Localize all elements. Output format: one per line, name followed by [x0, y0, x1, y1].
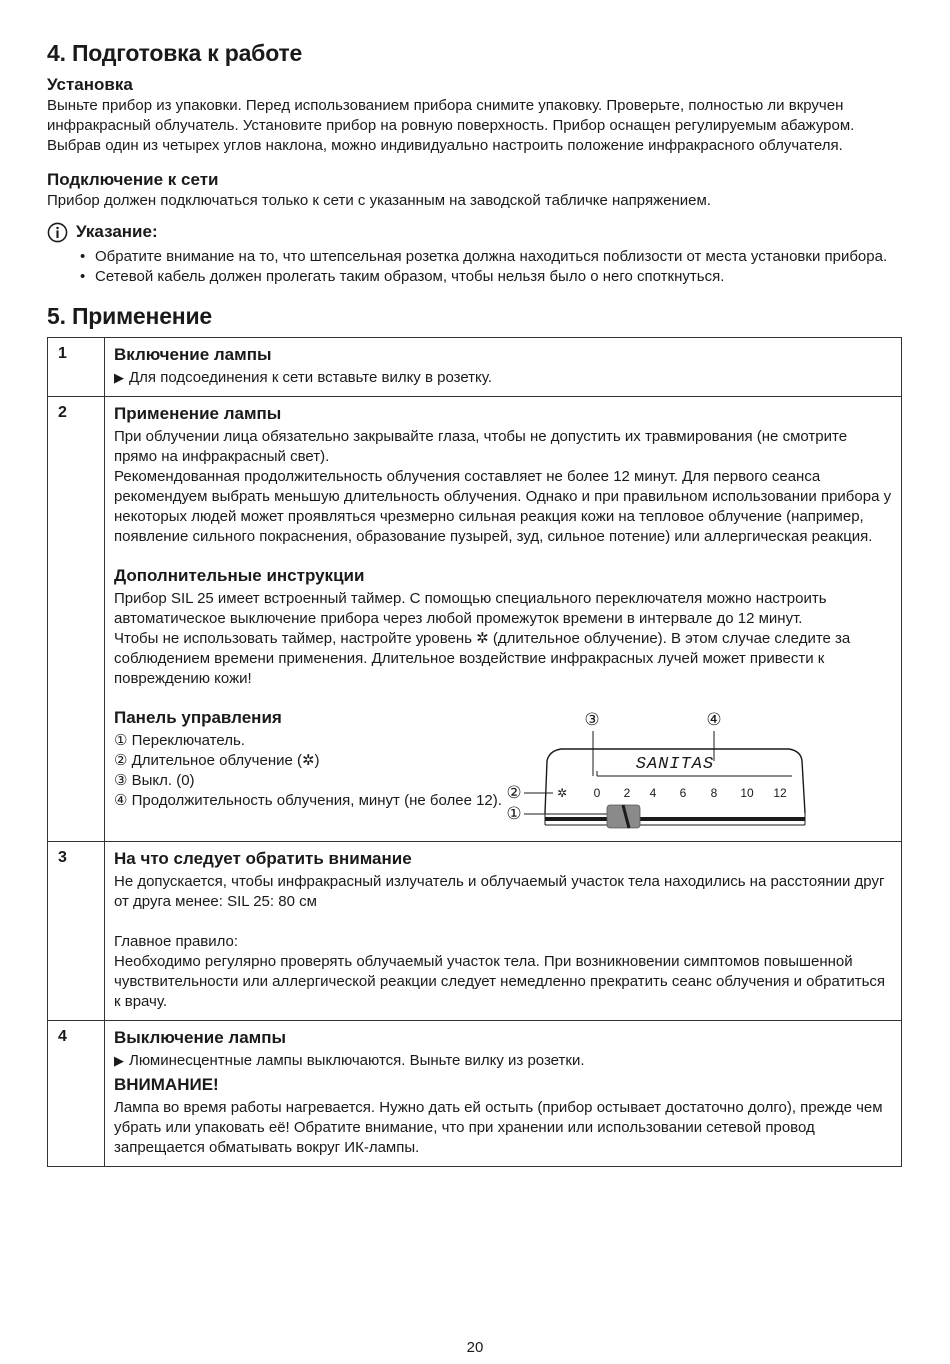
brand-label: SANITAS — [635, 755, 715, 774]
extra-instructions-title: Дополнительные инструкции — [114, 566, 365, 585]
scale-tick-label: 0 — [593, 786, 601, 800]
connect-section — [47, 169, 902, 211]
step-body — [105, 842, 902, 1021]
step-title: Применение лампы — [114, 404, 282, 423]
control-panel-title: Панель управления — [114, 708, 282, 727]
scale-tick-label: 4 — [649, 786, 657, 800]
step-instruction — [114, 368, 893, 388]
section-5-title: 5. Применение — [47, 303, 213, 329]
install-title: Установка — [47, 75, 133, 94]
step-number: 4 — [48, 1021, 105, 1167]
step-body — [105, 338, 902, 397]
continuous-mode-star: ✲ — [556, 786, 568, 800]
step-paragraph: Главное правило: — [114, 933, 239, 950]
install-section — [47, 74, 902, 156]
step-paragraph: Чтобы не использовать таймер, настройте уровень ✲ (длительное облучение). В этом случае следите за соблюдением времени применения. Длительное воздействие инфракрасных лучей может привести к повреждению кожи! — [114, 630, 851, 687]
step-paragraph: При облучении лица обязательно закрывайте глаза, чтобы не допустить их травмирования (не смотрите прямо на инфракрасный свет). — [114, 428, 848, 465]
step-title: Включение лампы — [114, 345, 272, 364]
scale-tick-label: 6 — [679, 786, 687, 800]
step-row — [48, 842, 902, 1021]
step-instruction — [114, 1051, 893, 1071]
step-title: Выключение лампы — [114, 1028, 287, 1047]
scale-ticks — [594, 786, 787, 800]
note-list — [47, 247, 902, 287]
connect-title: Подключение к сети — [47, 170, 219, 189]
control-panel-diagram — [503, 701, 893, 833]
step-paragraph: Необходимо регулярно проверять облучаемый участок тела. При возникновении симптомов повышенной чувствительности или аллергической реакции следует немедленно прекратить сеанс облучения и обратиться к врачу. — [114, 953, 886, 1010]
callout-1: ① — [506, 804, 522, 824]
scale-tick-label: 10 — [740, 786, 754, 800]
scale-tick-label: 12 — [773, 786, 787, 800]
warning-title: ВНИМАНИЕ! — [114, 1075, 219, 1094]
legend-item: ① Переключатель. — [114, 732, 245, 749]
page-number: 20 — [466, 1339, 484, 1356]
info-icon — [47, 222, 68, 243]
play-arrow-icon: ▶ — [114, 370, 124, 385]
control-panel-figure — [503, 701, 893, 833]
step-number: 3 — [48, 842, 105, 1021]
callout-3: ③ — [584, 710, 600, 730]
step-paragraph: Прибор SIL 25 имеет встроенный таймер. С помощью специального переключателя можно настроить автоматическое выключение прибора через любой промежуток времени в интервале до 12 минут. — [114, 590, 827, 627]
control-panel-legend — [114, 707, 503, 833]
step-paragraph: Не допускается, чтобы инфракрасный излучатель и облучаемый участок тела находились на расстоянии друг от друга менее: SIL 25: 80 см — [114, 873, 885, 910]
note-title: Указание: — [76, 222, 158, 241]
step-number: 2 — [48, 397, 105, 842]
scale-tick-label: 2 — [623, 786, 631, 800]
step-body — [105, 397, 902, 842]
step-number: 1 — [48, 338, 105, 397]
page — [47, 38, 902, 1167]
legend-item: ③ Выкл. (0) — [114, 772, 195, 789]
step-body — [105, 1021, 902, 1167]
step-row — [48, 397, 902, 842]
control-panel-section — [114, 707, 893, 833]
callout-4: ④ — [706, 710, 722, 730]
step-instruction-text: Люминесцентные лампы выключаются. Выньте вилку из розетки. — [129, 1052, 585, 1069]
step-instruction-text: Для подсоединения к сети вставьте вилку в розетку. — [129, 369, 492, 386]
step-row — [48, 1021, 902, 1167]
section-4-title: 4. Подготовка к работе — [47, 40, 303, 66]
steps-table — [47, 337, 902, 1167]
scale-tick-label: 8 — [710, 786, 718, 800]
legend-item: ④ Продолжительность облучения, минут (не более 12). — [114, 792, 502, 809]
install-text: Выньте прибор из упаковки. Перед использованием прибора снимите упаковку. Проверьте, полностью ли вкручен инфракрасный облучатель. Установите прибор на ровную поверхность. Прибор оснащен регулируемым абажуром. Выбрав один из четырех углов наклона, можно индивидуально настроить положение инфракрасного облучателя. — [47, 97, 855, 154]
legend-item: ② Длительное облучение (✲) — [114, 752, 320, 769]
step-paragraph: Рекомендованная продолжительность облучения составляет не более 12 минут. Для первого сеанса рекомендуем выбрать меньшую длительность облучения. Однако и при правильном использовании прибора у некоторых людей может проявляться чрезмерно сильная реакция кожи на тепловое облучение (например, появление сильного покраснения, образование пузырей, зуд, сильное потение) или аллергическая реакция. — [114, 468, 892, 545]
callout-2: ② — [506, 783, 522, 803]
step-row — [48, 338, 902, 397]
play-arrow-icon: ▶ — [114, 1053, 124, 1068]
note-item: • Обратите внимание на то, что штепсельная розетка должна находиться поблизости от места установки прибора. — [47, 247, 902, 267]
note-header — [47, 221, 902, 243]
connect-text: Прибор должен подключаться только к сети с указанным на заводской табличке напряжением. — [47, 192, 711, 209]
warning-text: Лампа во время работы нагревается. Нужно дать ей остыть (прибор остывает достаточно долго), прежде чем убрать или упаковать её! Обратите внимание, что при хранении или использовании сетевой провод запрещается обматывать вокруг ИК-лампы. — [114, 1099, 883, 1156]
note-item: • Сетевой кабель должен пролегать таким образом, чтобы нельзя было о него споткнуться. — [47, 267, 902, 287]
step-title: На что следует обратить внимание — [114, 849, 412, 868]
